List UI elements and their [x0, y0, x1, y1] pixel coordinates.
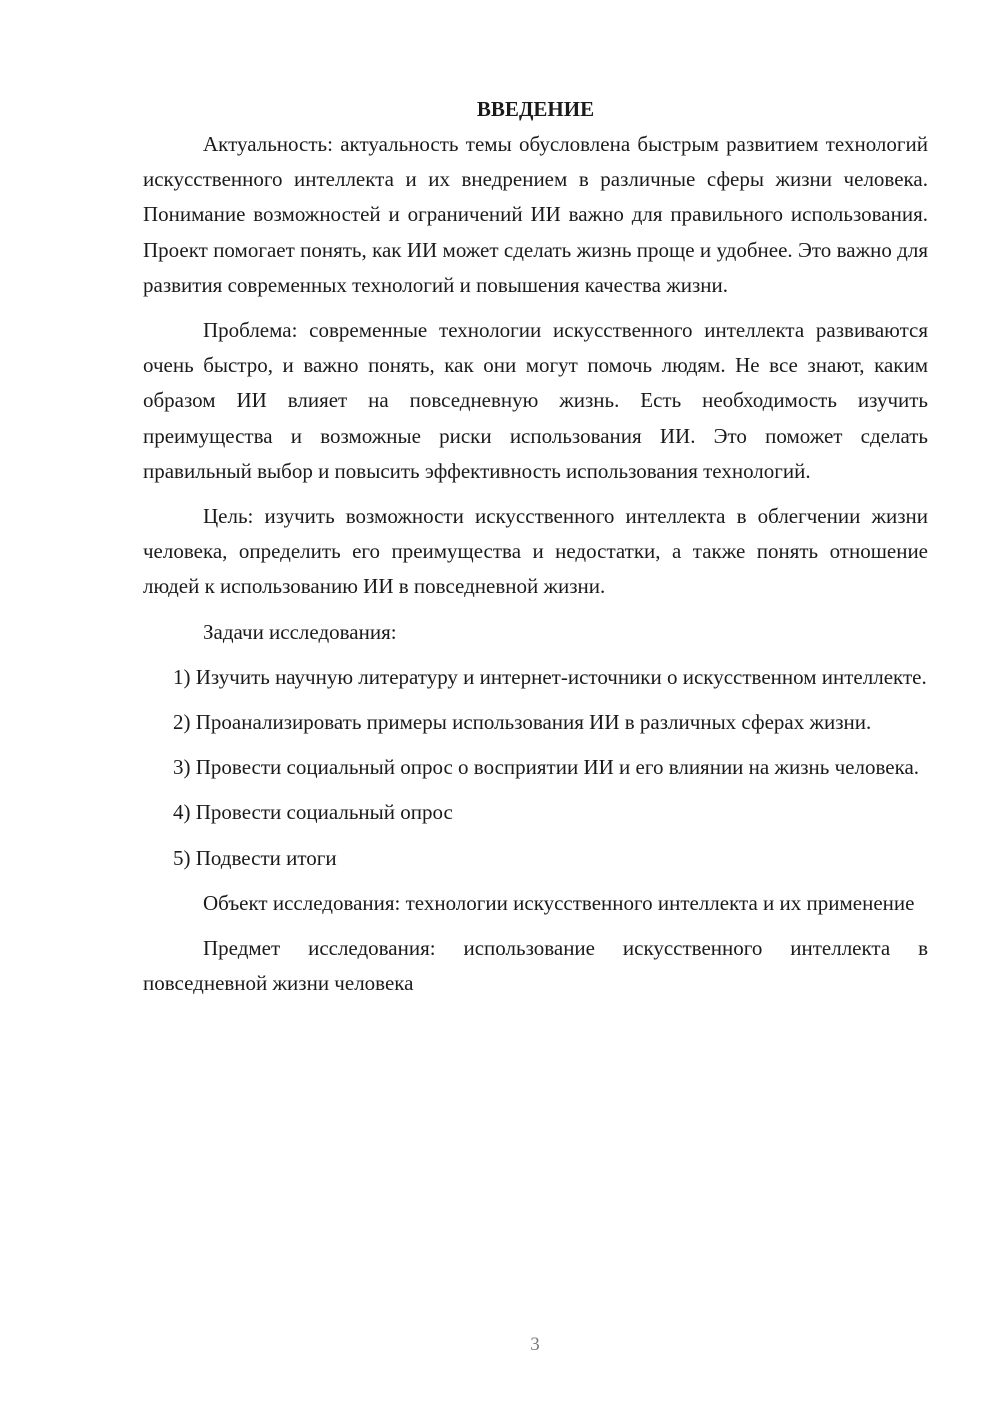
- task-item-4: 4) Провести социальный опрос: [173, 800, 453, 825]
- task-item-3: 3) Провести социальный опрос о восприятии ИИ и его влиянии на жизнь человека.: [173, 755, 920, 780]
- tasks-heading: Задачи исследования:: [203, 619, 397, 644]
- relevance-paragraph: Актуальность: актуальность темы обусловлена быстрым развитием технологий искусственного интеллекта и их внедрением в различные сферы жизни человека. Понимание возможностей и ограничений ИИ важно для правильного использования. Проект помогает понять, как ИИ может сделать жизнь проще и удобнее. Это важно для развития современных технологий и повышения качества жизни.: [143, 132, 928, 297]
- subject-paragraph: Предмет исследования: использование искусственного интеллекта в повседневной жизни человека: [143, 936, 928, 996]
- page-number: 3: [530, 1334, 540, 1355]
- problem-paragraph: Проблема: современные технологии искусственного интеллекта развиваются очень быстро, и важно понять, как они могут помочь людям. Не все знают, каким образом ИИ влияет на повседневную жизнь. Есть необходимость изучить преимущества и возможные риски использования ИИ. Это поможет сделать правильный выбор и повысить эффективность использования технологий.: [143, 318, 928, 483]
- document-page: [143, 92, 928, 1001]
- task-item-2: 2) Проанализировать примеры использования ИИ в различных сферах жизни.: [173, 710, 872, 735]
- task-item-1: 1) Изучить научную литературу и интернет-источники о искусственном интеллекте.: [173, 664, 927, 689]
- section-title: ВВЕДЕНИЕ: [476, 97, 595, 121]
- goal-paragraph: Цель: изучить возможности искусственного интеллекта в облегчении жизни человека, определить его преимущества и недостатки, а также понять отношение людей к использованию ИИ в повседневной жизни.: [143, 504, 928, 599]
- object-paragraph: Объект исследования: технологии искусственного интеллекта и их применение: [203, 890, 915, 915]
- task-item-5: 5) Подвести итоги: [173, 845, 337, 870]
